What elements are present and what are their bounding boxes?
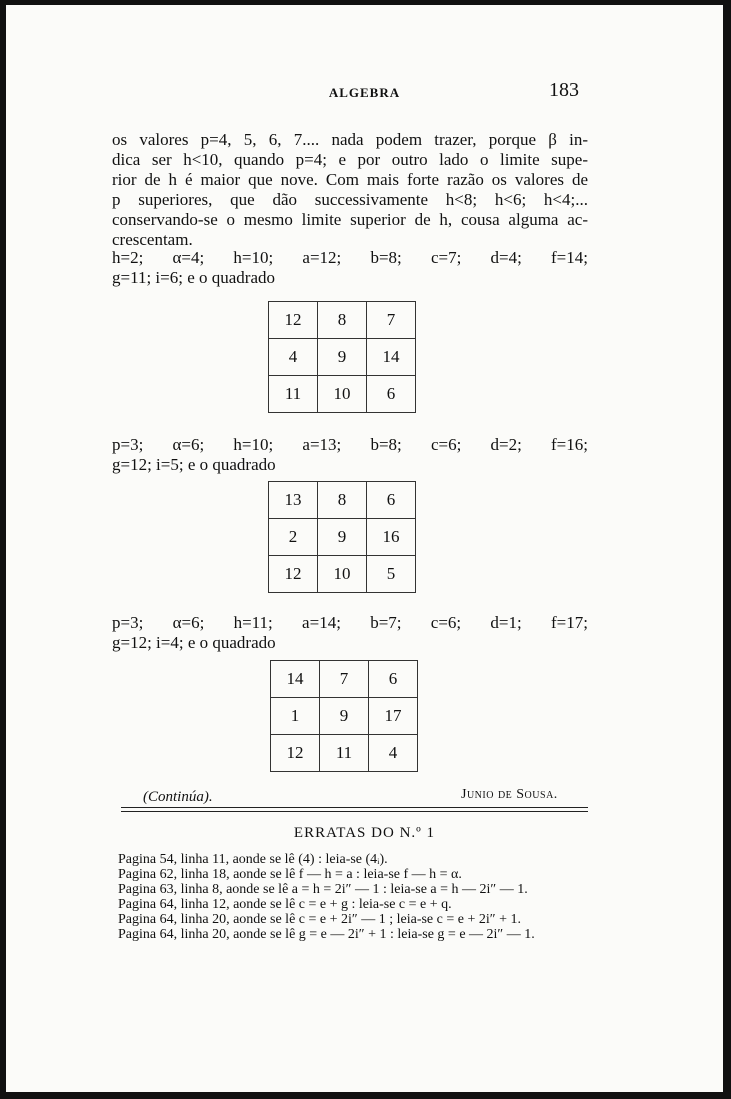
equation-line: g=12; i=4; e o quadrado [112, 633, 276, 652]
running-header: ALGEBRA [328, 85, 401, 100]
square-cell: 12 [271, 735, 320, 772]
square-cell: 10 [318, 376, 367, 413]
square-cell: 4 [269, 339, 318, 376]
page [6, 5, 723, 1092]
square-cell: 9 [318, 519, 367, 556]
square-cell: 8 [318, 302, 367, 339]
magic-square-1 [268, 301, 416, 413]
text-line: rior de h é maior que nove. Com mais forte razão os valores de [112, 170, 588, 189]
magic-square-3 [270, 660, 418, 772]
errata-item: Pagina 62, linha 18, aonde se lê f — h = a : leia-se f — h = α. [118, 867, 462, 882]
errata-item: Pagina 64, linha 20, aonde se lê g = e — 2i″ + 1 : leia-se g = e — 2i″ — 1. [118, 927, 535, 942]
equation-line: g=11; i=6; e o quadrado [112, 268, 276, 287]
errata-item: Pagina 64, linha 20, aonde se lê c = e + 2i″ — 1 ; leia-se c = e + 2i″ + 1. [118, 912, 521, 927]
continua-note: (Continúa). [143, 789, 213, 805]
square-cell: 4 [369, 735, 418, 772]
text-line: crescentam. [112, 230, 193, 249]
square-cell: 12 [269, 556, 318, 593]
errata-item: Pagina 54, linha 11, aonde se lê (4) : leia-se (4ᵢ). [118, 852, 388, 867]
square-cell: 6 [367, 376, 416, 413]
square-cell: 14 [367, 339, 416, 376]
page-number: 183 [549, 79, 579, 101]
square-cell: 9 [320, 698, 369, 735]
square-cell: 11 [269, 376, 318, 413]
text-line: p superiores, que dão successivamente h<8; h<6; h<4;... [112, 190, 588, 209]
errata-title: ERRATAS DO N.º 1 [293, 825, 436, 841]
equation-line: p=3; α=6; h=11; a=14; b=7; c=6; d=1; f=17; [112, 613, 588, 632]
case-3-text [112, 613, 588, 653]
text-line: dica ser h<10, quando p=4; e por outro lado o limite supe- [112, 150, 588, 169]
square-cell: 13 [269, 482, 318, 519]
case-2-text [112, 435, 588, 475]
square-cell: 1 [271, 698, 320, 735]
square-cell: 7 [320, 661, 369, 698]
equation-line: h=2; α=4; h=10; a=12; b=8; c=7; d=4; f=14; [112, 248, 588, 267]
square-cell: 17 [369, 698, 418, 735]
divider-line [121, 811, 588, 812]
errata-item: Pagina 63, linha 8, aonde se lê a = h = 2i″ — 1 : leia-se a = h — 2i″ — 1. [118, 882, 528, 897]
square-cell: 14 [271, 661, 320, 698]
errata-list [118, 852, 535, 942]
text-line: conservando-se o mesmo limite superior de h, cousa alguma ac- [112, 210, 588, 229]
square-cell: 12 [269, 302, 318, 339]
author-signature: Junio de Sousa. [461, 787, 558, 802]
magic-square-2 [268, 481, 416, 593]
square-cell: 6 [367, 482, 416, 519]
square-cell: 9 [318, 339, 367, 376]
equation-line: p=3; α=6; h=10; a=13; b=8; c=6; d=2; f=16; [112, 435, 588, 454]
equation-line: g=12; i=5; e o quadrado [112, 455, 276, 474]
square-cell: 2 [269, 519, 318, 556]
errata-item: Pagina 64, linha 12, aonde se lê c = e + g : leia-se c = e + q. [118, 897, 452, 912]
square-cell: 5 [367, 556, 416, 593]
case-1-text [112, 248, 588, 288]
square-cell: 6 [369, 661, 418, 698]
square-cell: 16 [367, 519, 416, 556]
intro-paragraph [112, 130, 588, 250]
text-line: os valores p=4, 5, 6, 7.... nada podem trazer, porque β in- [112, 130, 588, 149]
square-cell: 10 [318, 556, 367, 593]
square-cell: 11 [320, 735, 369, 772]
divider-line [121, 807, 588, 808]
square-cell: 8 [318, 482, 367, 519]
square-cell: 7 [367, 302, 416, 339]
